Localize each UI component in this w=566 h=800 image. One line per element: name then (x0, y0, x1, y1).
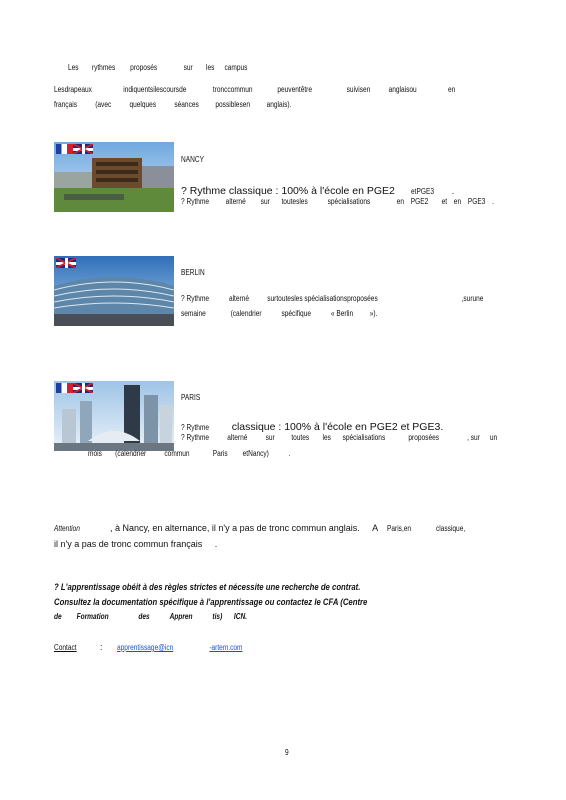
attention-line-2: il n'y a pas de tronc commun français . (54, 539, 218, 549)
heading-word: Les (68, 63, 79, 72)
campus-photo-paris (54, 381, 174, 451)
campus-photo-nancy (54, 142, 174, 212)
apprentissage-line-1: ? L'apprentissage obéit à des règles strictes et nécessite une recherche de contrat. (54, 582, 361, 592)
flags-berlin (56, 258, 76, 268)
nancy-line-1: ? Rythme classique : 100% à l'école en PGE2 etPGE3 . (181, 185, 455, 197)
french-flag-icon (56, 144, 73, 154)
heading-word: campus (224, 63, 248, 72)
intro-line-1: Lesdrapeaux indiquentsilescoursde tronccommun peuventêtre suivisen anglaisou en (54, 85, 456, 94)
contact-email-link[interactable]: apprentissage@icn -artem.com (117, 643, 243, 652)
campus-name-nancy: NANCY (181, 155, 204, 164)
french-flag-icon (56, 383, 73, 393)
berlin-line-2: semaine (calendrier spécifique « Berlin »). (181, 309, 378, 318)
uk-flag-icon (73, 383, 93, 393)
heading-word: proposés (130, 63, 158, 72)
flags-paris (56, 383, 93, 393)
attention-line-1: Attention , à Nancy, en alternance, il n'y a pas de tronc commun anglais. A Paris,en classique, (54, 523, 466, 533)
paris-line-2: ? Rythme alterné sur toutes les spécialisations proposées , sur un (181, 433, 498, 442)
berlin-line-1: ? Rythme alterné surtoutesles spécialisationsproposées ,surune (181, 294, 484, 303)
heading-word: sur (183, 63, 193, 72)
paris-line-3: mois (calendrier commun Paris etNancy) . (88, 449, 291, 458)
apprentissage-line-3: de Formation des Appren tis) ICN. (54, 612, 248, 621)
contact-line: Contact : apprentissage@icn -artem.com (54, 637, 284, 655)
contact-label: Contact (54, 643, 77, 652)
flags-nancy (56, 144, 93, 154)
attention-label: Attention (54, 524, 80, 533)
uk-flag-icon (73, 144, 93, 154)
campus-name-berlin: BERLIN (181, 268, 205, 277)
page-number: 9 (285, 748, 289, 757)
uk-flag-icon (56, 258, 76, 268)
intro-line-2: français (avec quelques séances possiblesen anglais). (54, 100, 292, 109)
paris-line-1: ? Rythme classique : 100% à l'école en PGE2 et PGE3. (181, 421, 444, 433)
apprentissage-line-2: Consultez la documentation spécifique à l'apprentissage ou contactez le CFA (Centre (54, 597, 368, 607)
heading-word: les (206, 63, 215, 72)
nancy-line-2: ? Rythme alterné sur toutesles spécialisations en PGE2 et en PGE3 . (181, 197, 494, 206)
campus-name-paris: PARIS (181, 393, 201, 402)
campus-photo-berlin (54, 256, 174, 326)
section-heading (68, 63, 247, 72)
heading-word: rythmes (91, 63, 116, 72)
